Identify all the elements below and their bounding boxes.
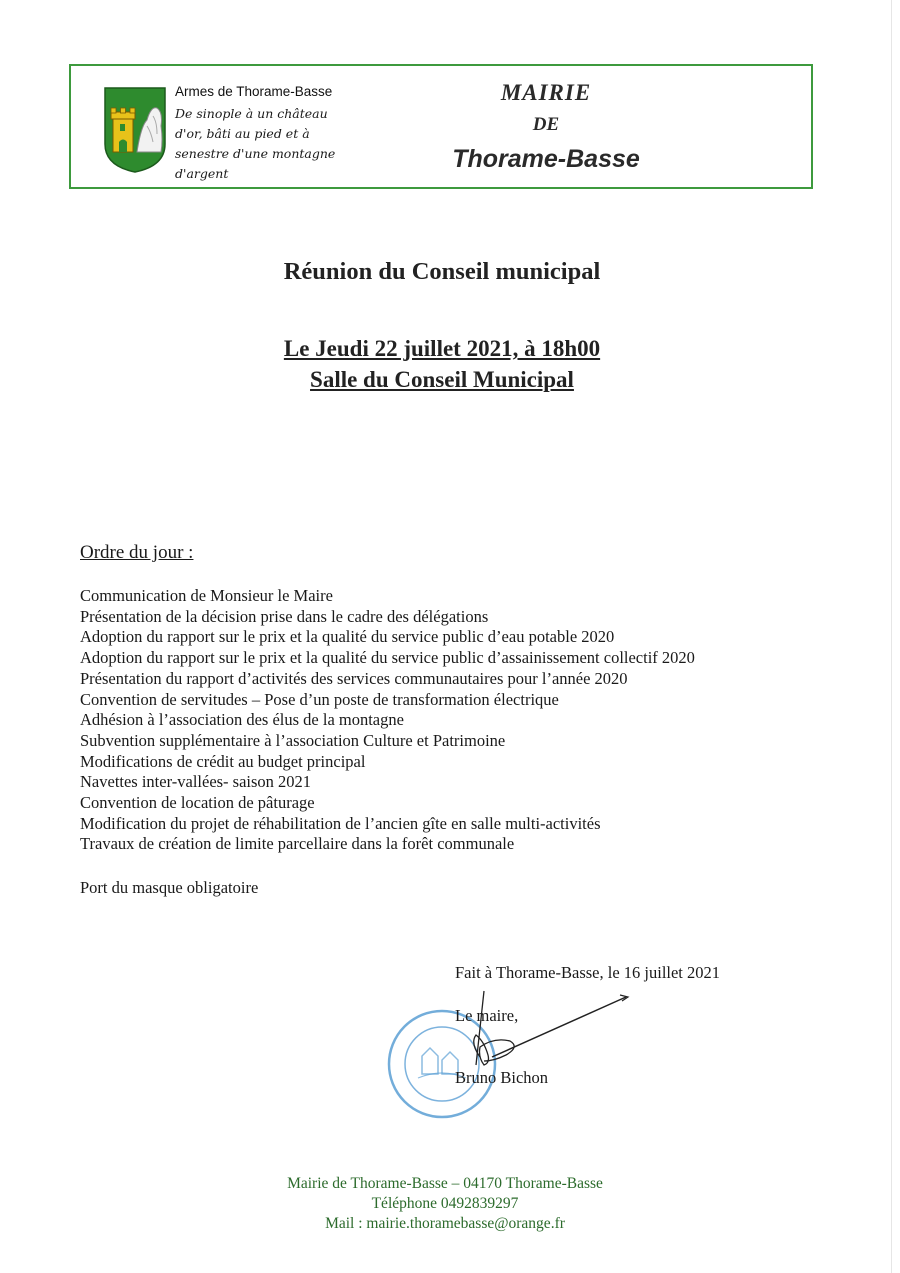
agenda-item: Subvention supplémentaire à l’association Culture et Patrimoine [80, 730, 506, 750]
agenda-item: Navettes inter-vallées- saison 2021 [80, 772, 312, 792]
signoff-place-date: Fait à Thorame-Basse, le 16 juillet 2021 [455, 963, 721, 982]
footer-phone: Téléphone 0492839297 [371, 1195, 519, 1212]
signoff-name: Bruno Bichon [455, 1068, 549, 1087]
mairie-title-line1: MAIRIE [500, 80, 592, 105]
agenda-heading: Ordre du jour : [80, 542, 194, 563]
agenda-item: Adoption du rapport sur le prix et la qualité du service public d’eau potable 2020 [80, 627, 615, 647]
agenda-item: Adoption du rapport sur le prix et la qualité du service public d’assainissement collectif 2020 [80, 648, 695, 668]
scan-edge-line [891, 0, 892, 1273]
agenda-item: Convention de location de pâturage [80, 793, 315, 813]
document-title: Réunion du Conseil municipal [283, 258, 601, 285]
footer-address: Mairie de Thorame-Basse – 04170 Thorame-Basse [287, 1175, 603, 1192]
mask-note: Port du masque obligatoire [80, 878, 259, 897]
signoff-role: Le maire, [455, 1006, 519, 1025]
arms-caption: Armes de Thorame-Basse [175, 84, 333, 99]
mairie-title-line3: Thorame-Basse [452, 145, 640, 173]
agenda-item: Modification du projet de réhabilitation de l’ancien gîte en salle multi-activités [80, 813, 601, 833]
footer-mail: Mail : mairie.thoramebasse@orange.fr [325, 1215, 565, 1232]
agenda-item: Présentation de la décision prise dans le cadre des délégations [80, 606, 489, 626]
agenda-item: Adhésion à l’association des élus de la montagne [80, 710, 404, 730]
mairie-title-line2: DE [532, 114, 560, 135]
meeting-date: Le Jeudi 22 juillet 2021, à 18h00 [283, 336, 601, 361]
agenda-list [80, 586, 695, 855]
agenda-item: Communication de Monsieur le Maire [80, 586, 333, 605]
agenda-item: Présentation du rapport d’activités des services communautaires pour l’année 2020 [80, 668, 628, 688]
arms-motto: De sinople à un château d'or, bâti au pied et à senestre d'une montagne d'argent [175, 106, 336, 181]
meeting-place: Salle du Conseil Municipal [310, 367, 574, 392]
coat-of-arms-icon [103, 86, 167, 174]
agenda-item: Convention de servitudes – Pose d’un poste de transformation électrique [80, 689, 559, 709]
footer [0, 1174, 890, 1234]
letterhead [69, 64, 813, 189]
agenda-item: Modifications de crédit au budget principal [80, 751, 366, 771]
mairie-title [396, 78, 696, 176]
agenda-item: Travaux de création de limite parcellaire dans la forêt communale [80, 834, 515, 854]
